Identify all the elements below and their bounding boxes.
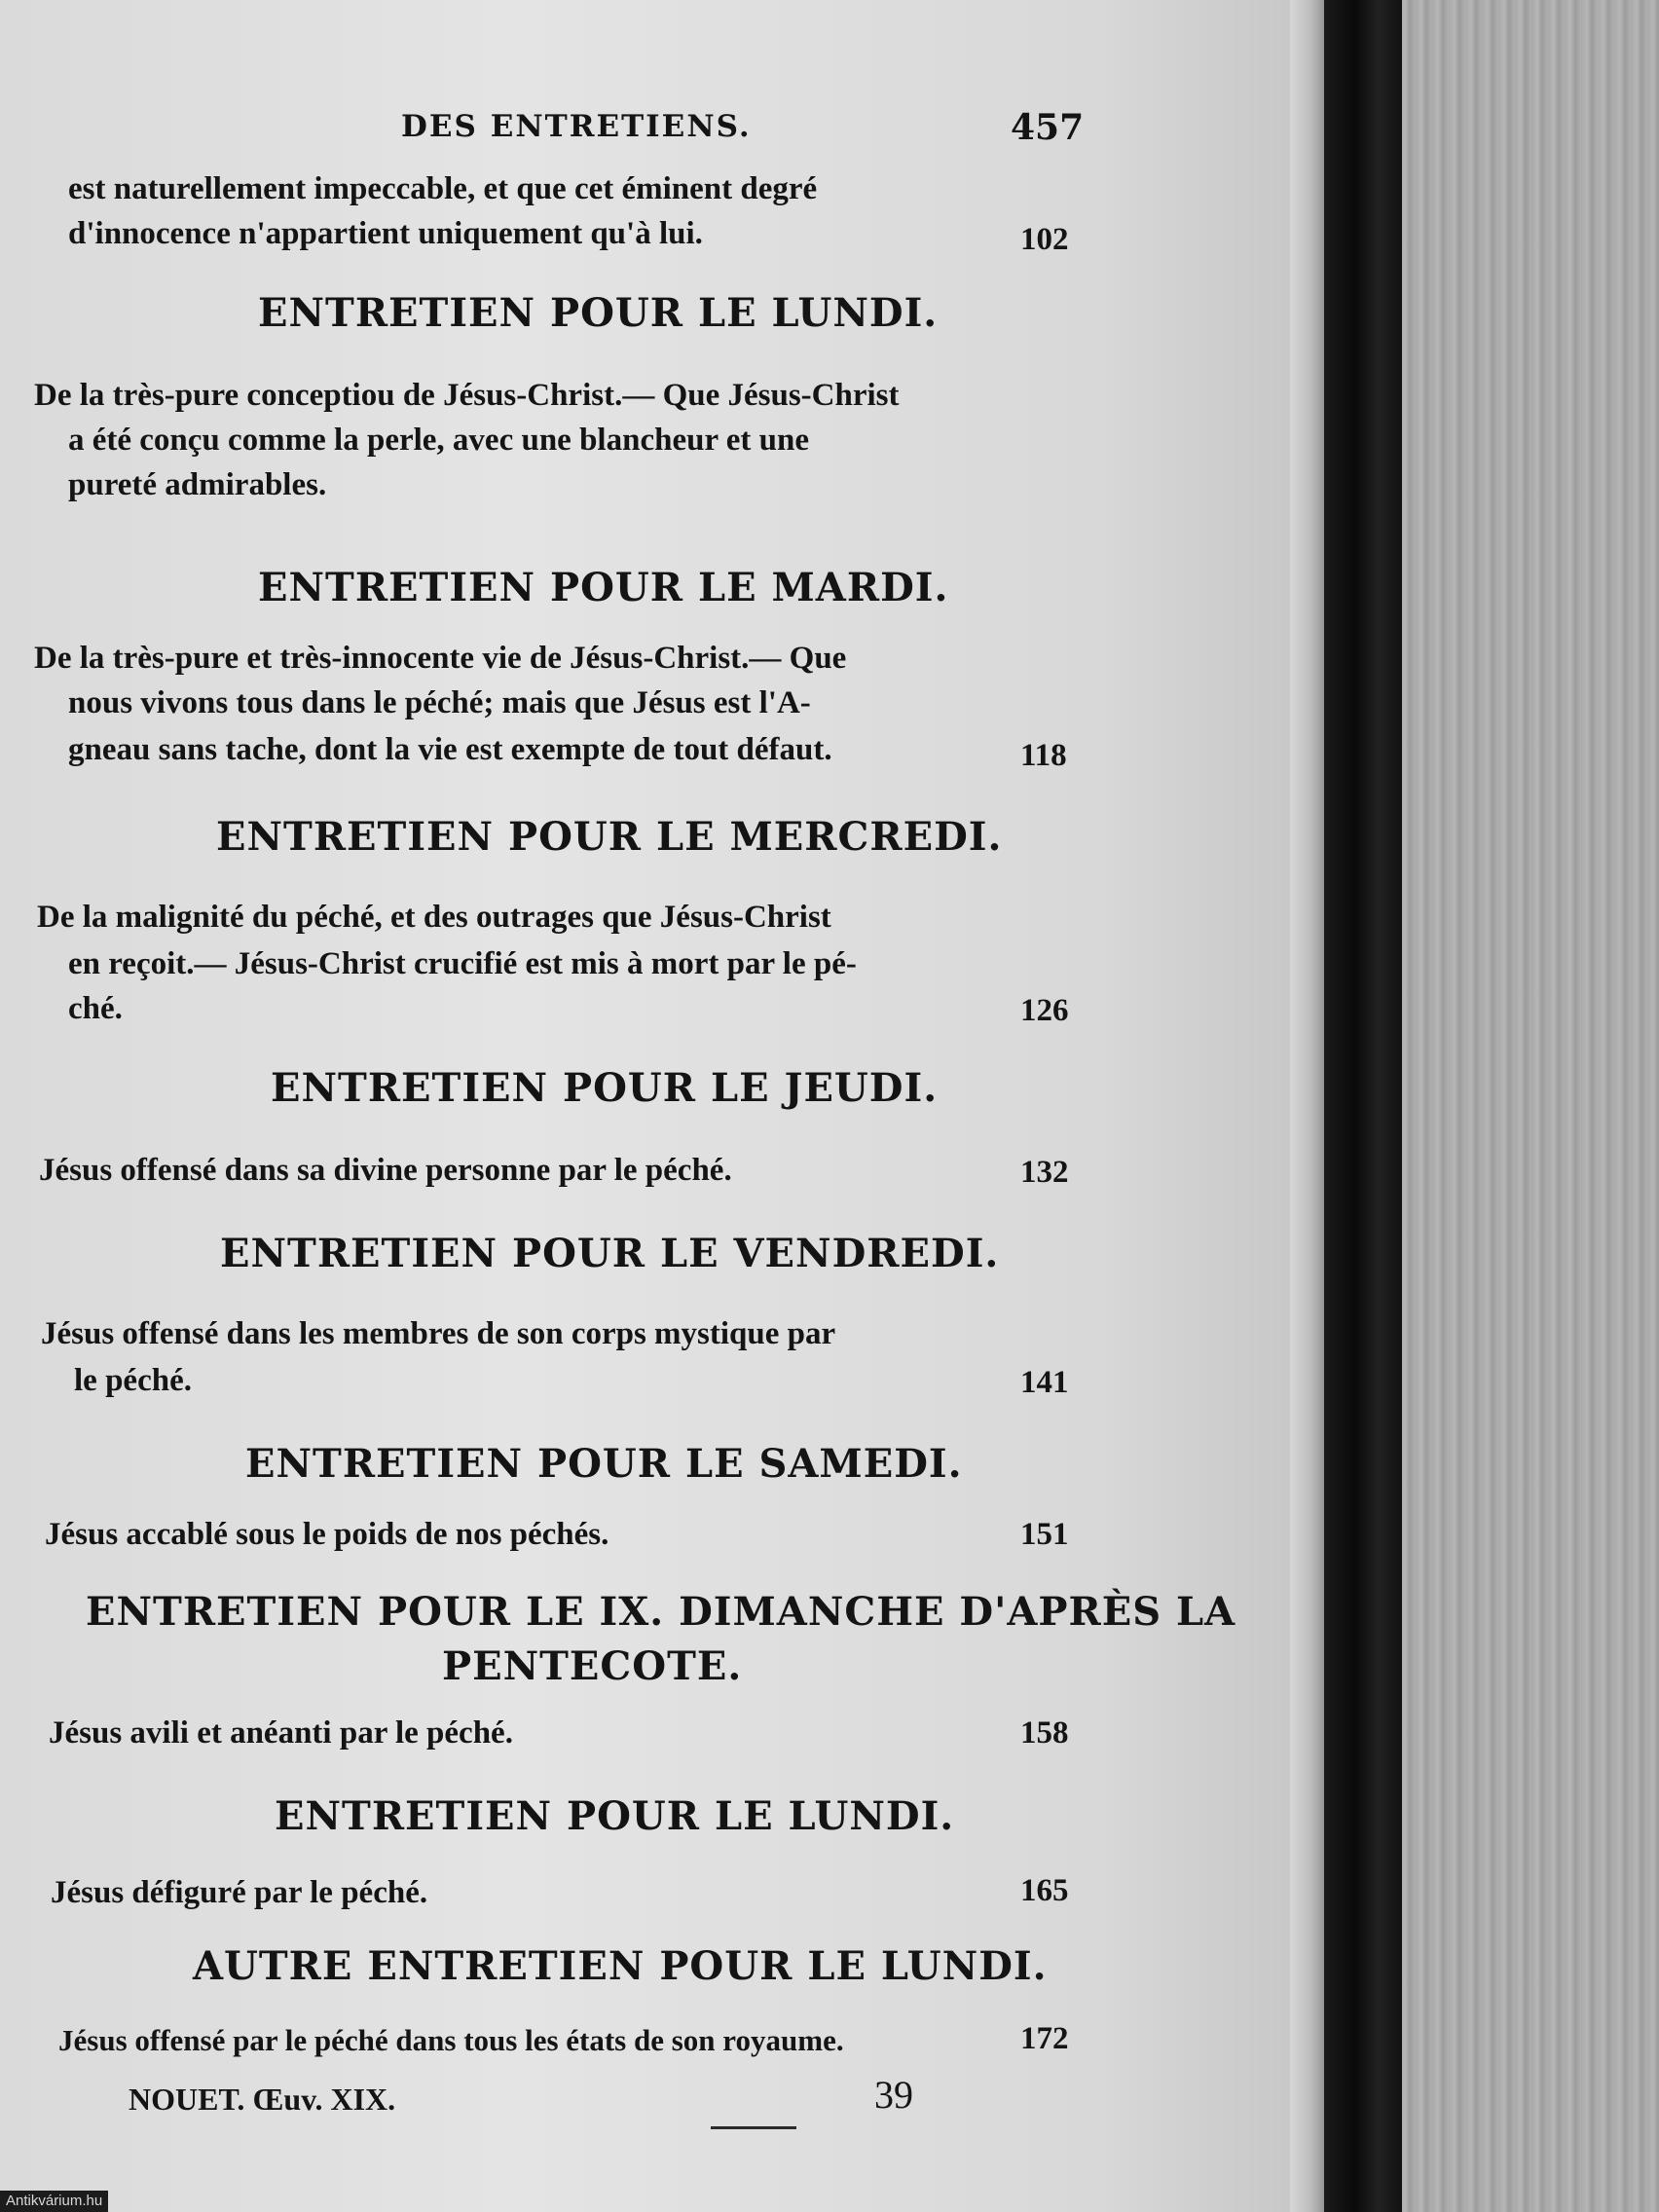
section-heading: AUTRE ENTRETIEN POUR LE LUNDI. (193, 1943, 1048, 1989)
page-number: 457 (1011, 107, 1085, 148)
entry-page-number: 132 (1020, 1155, 1069, 1190)
entry-page-number: 172 (1020, 2021, 1069, 2056)
entry-line: ché. (68, 991, 123, 1026)
section-heading: ENTRETIEN POUR LE LUNDI. (258, 290, 939, 336)
section-heading: ENTRETIEN POUR LE MARDI. (258, 565, 949, 610)
intro-line: d'innocence n'appartient uniquement qu'à lui. (68, 216, 703, 251)
entry-line: Jésus offensé dans les membres de son corps mystique par (41, 1316, 836, 1351)
page-header (0, 109, 1290, 158)
page-edge (1285, 0, 1328, 2212)
entry-line: gneau sans tache, dont la vie est exempte de tout défaut. (68, 732, 832, 767)
entry-line: Jésus accablé sous le poids de nos péchés. (45, 1517, 609, 1552)
entry-page-number: 126 (1020, 993, 1069, 1028)
entry-page-number: 102 (1020, 222, 1069, 257)
section-heading: ENTRETIEN POUR LE LUNDI. (275, 1793, 955, 1839)
printer-signature: NOUET. Œuv. XIX. (129, 2082, 396, 2117)
footer-rule (711, 2126, 796, 2129)
section-heading-continued: PENTECOTE. (442, 1643, 743, 1689)
section-heading: ENTRETIEN POUR LE JEUDI. (271, 1065, 939, 1111)
section-heading: ENTRETIEN POUR LE VENDREDI. (220, 1231, 1000, 1276)
entry-line: Jésus défiguré par le péché. (51, 1875, 428, 1910)
entry-line: Jésus offensé par le péché dans tous les états de son royaume. (58, 2023, 844, 2057)
running-title: DES ENTRETIENS. (401, 109, 752, 144)
entry-page-number: 141 (1020, 1365, 1069, 1400)
book-binding (1324, 0, 1402, 2212)
entry-line: De la malignité du péché, et des outrages que Jésus-Christ (37, 900, 831, 935)
intro-line: est naturellement impeccable, et que cet éminent degré (68, 171, 818, 206)
entry-page-number: 165 (1020, 1873, 1069, 1908)
entry-line: De la très-pure conceptiou de Jésus-Christ.— Que Jésus-Christ (34, 378, 900, 413)
section-heading: ENTRETIEN POUR LE IX. DIMANCHE D'APRÈS LA (86, 1589, 1236, 1635)
entry-page-number: 158 (1020, 1715, 1069, 1751)
entry-line: De la très-pure et très-innocente vie de Jésus-Christ.— Que (34, 641, 847, 676)
entry-line: le péché. (74, 1363, 192, 1398)
entry-line: en reçoit.— Jésus-Christ crucifié est mis à mort par le pé- (68, 946, 857, 981)
entry-line: a été conçu comme la perle, avec une blancheur et une (68, 423, 809, 458)
entry-line: nous vivons tous dans le péché; mais que Jésus est l'A- (68, 685, 811, 720)
watermark: Antikvárium.hu (0, 2191, 108, 2212)
entry-line: Jésus offensé dans sa divine personne par le péché. (39, 1153, 732, 1188)
section-heading: ENTRETIEN POUR LE SAMEDI. (245, 1441, 963, 1487)
entry-line: Jésus avili et anéanti par le péché. (49, 1715, 513, 1751)
section-heading: ENTRETIEN POUR LE MERCREDI. (216, 814, 1003, 860)
entry-page-number: 118 (1020, 738, 1067, 773)
entry-page-number: 151 (1020, 1517, 1069, 1552)
sheet-number: 39 (874, 2073, 913, 2117)
background-surface (1382, 0, 1659, 2212)
entry-line: pureté admirables. (68, 467, 327, 502)
